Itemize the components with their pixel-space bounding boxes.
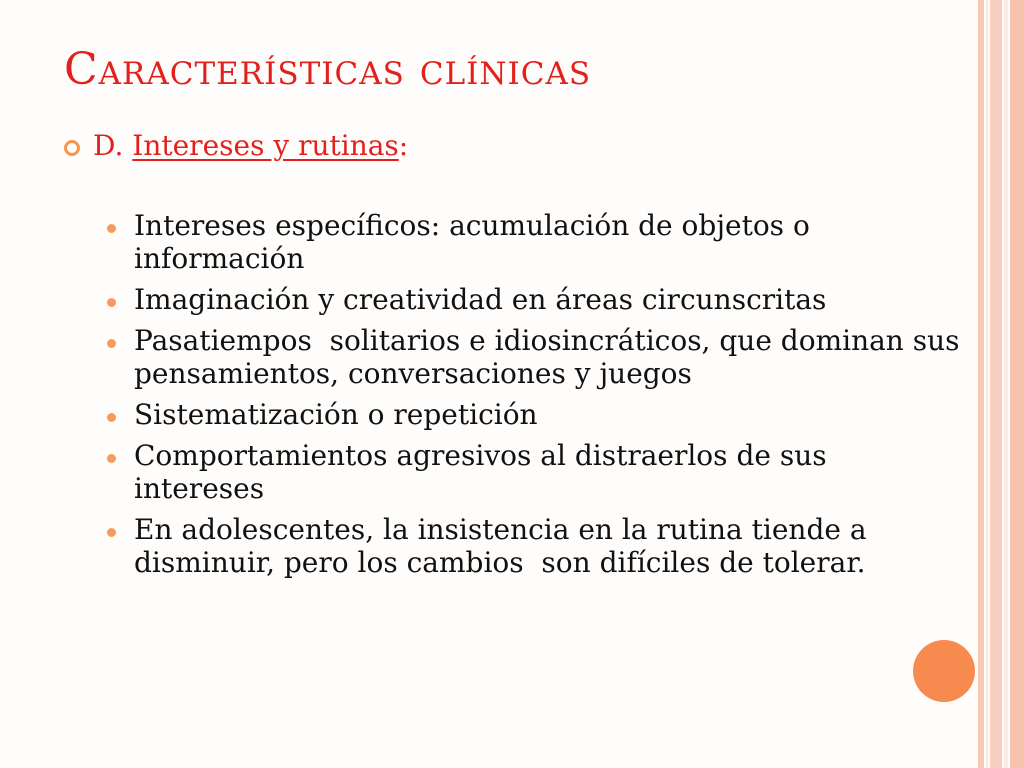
list-item <box>104 324 969 390</box>
list-item-text: Imaginación y creatividad en áreas circunscritas <box>134 283 827 316</box>
decorative-stripe <box>990 0 1002 768</box>
section-suffix: : <box>398 129 409 162</box>
dot-bullet-icon <box>107 528 116 537</box>
dot-bullet-icon <box>107 224 116 233</box>
list-item-text: Intereses específicos: acumulación de objetos o información <box>134 209 810 275</box>
section-heading-label: Intereses y rutinas <box>132 129 399 162</box>
decorative-stripe <box>1010 0 1024 768</box>
list-item-text: En adolescentes, la insistencia en la rutina tiende a disminuir, pero los cambios son difíciles de tolerar. <box>134 513 876 579</box>
list-item <box>104 209 964 275</box>
dot-bullet-icon <box>107 454 116 463</box>
list-item <box>104 439 964 505</box>
orange-circle-icon <box>913 640 975 702</box>
list-item-text: Comportamientos agresivos al distraerlos de sus intereses <box>134 439 827 505</box>
list-item-text: Pasatiempos solitarios e idiosincráticos, que dominan sus pensamientos, conversaciones y juegos <box>134 324 969 390</box>
section-heading <box>64 126 408 166</box>
list-item <box>104 283 964 316</box>
dot-bullet-icon <box>107 339 116 348</box>
decorative-stripe <box>978 0 984 768</box>
list-item <box>104 513 964 579</box>
dot-bullet-icon <box>107 298 116 307</box>
list-item-text: Sistematización o repetición <box>134 398 538 431</box>
section-prefix: D. <box>93 129 133 162</box>
dot-bullet-icon <box>107 413 116 422</box>
slide-title: Características clínicas <box>64 44 592 95</box>
decorative-stripe <box>1004 0 1008 768</box>
decorative-stripe <box>986 0 988 768</box>
bullet-list <box>104 209 969 587</box>
list-item <box>104 398 964 431</box>
ring-bullet-icon <box>64 140 80 156</box>
